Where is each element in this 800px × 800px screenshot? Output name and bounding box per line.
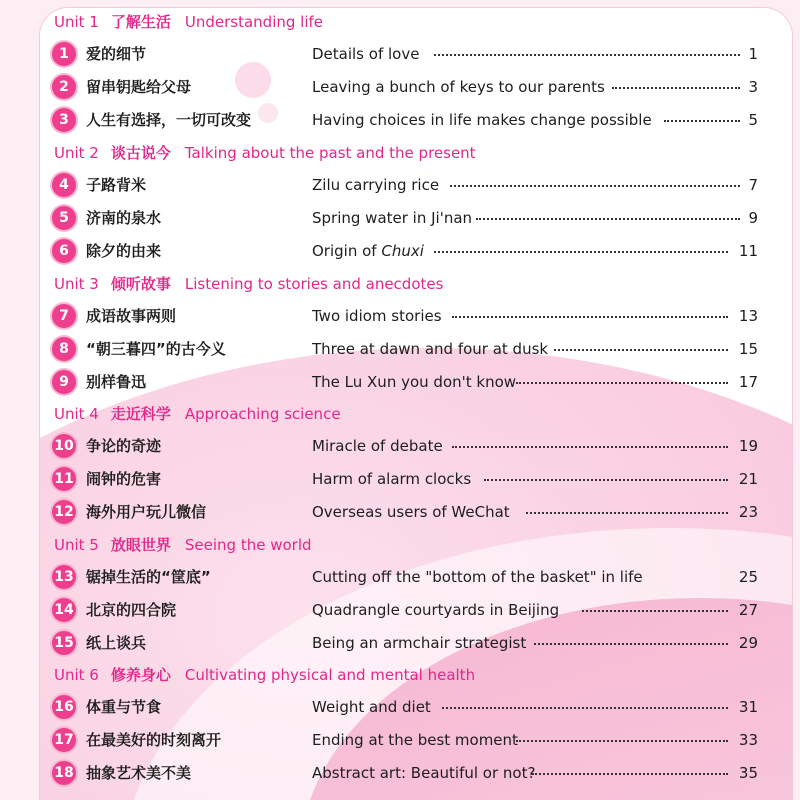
unit-title-cn: 放眼世界 <box>110 536 171 554</box>
unit-header <box>54 272 443 296</box>
unit-header <box>54 402 341 426</box>
unit-label: Unit 2 <box>54 144 99 162</box>
leader-dots <box>434 251 728 253</box>
lesson-title-cn: 锯掉生活的“筐底” <box>86 568 211 586</box>
lesson-row[interactable] <box>52 562 758 592</box>
lesson-title-cn: “朝三暮四”的古今义 <box>86 340 226 358</box>
unit-title-cn: 修养身心 <box>110 666 171 684</box>
lesson-row[interactable] <box>52 464 758 494</box>
lesson-page-number: 23 <box>738 503 758 521</box>
lesson-row[interactable] <box>52 236 758 266</box>
leader-dots <box>664 120 740 122</box>
leader-dots <box>442 707 728 709</box>
lesson-number-badge: 1 <box>52 42 76 66</box>
lesson-title-cn: 除夕的由来 <box>86 242 162 260</box>
unit-label: Unit 1 <box>54 13 99 31</box>
lesson-title-en: Origin of Chuxi <box>312 242 424 260</box>
lesson-title-en: Overseas users of WeChat <box>312 503 510 521</box>
lesson-row[interactable] <box>52 72 758 102</box>
lesson-number-badge: 15 <box>52 631 76 655</box>
lesson-title-cn: 闹钟的危害 <box>86 470 162 488</box>
lesson-title-cn: 海外用户玩儿微信 <box>86 503 207 521</box>
leader-dots <box>534 643 728 645</box>
unit-title-cn: 了解生活 <box>110 13 171 31</box>
lesson-row[interactable] <box>52 39 758 69</box>
lesson-title-en: Weight and diet <box>312 698 431 716</box>
lesson-title-en: Ending at the best moment <box>312 731 518 749</box>
lesson-page-number: 11 <box>738 242 758 260</box>
unit-label: Unit 3 <box>54 275 99 293</box>
unit-title-en: Seeing the world <box>184 536 312 554</box>
unit-header <box>54 533 312 557</box>
lesson-page-number: 27 <box>738 601 758 619</box>
unit-header <box>54 141 476 165</box>
lesson-row[interactable] <box>52 628 758 658</box>
lesson-row[interactable] <box>52 301 758 331</box>
leader-dots <box>516 382 728 384</box>
lesson-number-badge: 13 <box>52 565 76 589</box>
unit-label: Unit 6 <box>54 666 99 684</box>
lesson-title-en: Having choices in life makes change possible <box>312 111 652 129</box>
leader-dots <box>526 512 728 514</box>
unit-header <box>54 663 475 687</box>
leader-dots <box>532 773 728 775</box>
lesson-page-number: 1 <box>748 45 758 63</box>
lesson-row[interactable] <box>52 431 758 461</box>
lesson-page-number: 21 <box>738 470 758 488</box>
lesson-title-en: Leaving a bunch of keys to our parents <box>312 78 605 96</box>
lesson-title-cn: 纸上谈兵 <box>86 634 147 652</box>
lesson-number-badge: 12 <box>52 500 76 524</box>
leader-dots <box>452 446 728 448</box>
lesson-title-en: Being an armchair strategist <box>312 634 527 652</box>
leader-dots <box>476 218 740 220</box>
unit-label: Unit 4 <box>54 405 99 423</box>
unit-title-en: Talking about the past and the present <box>184 144 476 162</box>
lesson-title-cn: 别样鲁迅 <box>86 373 147 391</box>
lesson-number-badge: 8 <box>52 337 76 361</box>
lesson-row[interactable] <box>52 170 758 200</box>
lesson-title-en: Cutting off the "bottom of the basket" in life <box>312 568 643 586</box>
lesson-title-en: Miracle of debate <box>312 437 443 455</box>
lesson-title-en: Zilu carrying rice <box>312 176 440 194</box>
unit-title-cn: 走近科学 <box>110 405 171 423</box>
unit-header <box>54 10 323 34</box>
lesson-row[interactable] <box>52 334 758 364</box>
leader-dots <box>434 54 740 56</box>
lesson-page-number: 25 <box>738 568 758 586</box>
lesson-title-cn: 成语故事两则 <box>86 307 177 325</box>
lesson-row[interactable] <box>52 758 758 788</box>
lesson-number-badge: 5 <box>52 206 76 230</box>
lesson-row[interactable] <box>52 595 758 625</box>
unit-title-en: Understanding life <box>184 13 324 31</box>
unit-title-en: Listening to stories and anecdotes <box>184 275 444 293</box>
lesson-row[interactable] <box>52 203 758 233</box>
lesson-title-en: Two idiom stories <box>312 307 442 325</box>
lesson-title-cn: 抽象艺术美不美 <box>86 764 192 782</box>
unit-title-cn: 倾听故事 <box>110 275 171 293</box>
lesson-page-number: 3 <box>748 78 758 96</box>
lesson-title-cn: 子路背米 <box>86 176 147 194</box>
lesson-number-badge: 10 <box>52 434 76 458</box>
lesson-page-number: 13 <box>738 307 758 325</box>
lesson-row[interactable] <box>52 725 758 755</box>
lesson-title-en: Three at dawn and four at dusk <box>312 340 549 358</box>
lesson-title-en: Quadrangle courtyards in Beijing <box>312 601 560 619</box>
lesson-page-number: 19 <box>738 437 758 455</box>
lesson-number-badge: 6 <box>52 239 76 263</box>
lesson-number-badge: 3 <box>52 108 76 132</box>
leader-dots <box>450 185 740 187</box>
lesson-number-badge: 7 <box>52 304 76 328</box>
lesson-page-number: 31 <box>738 698 758 716</box>
lesson-title-en: Harm of alarm clocks <box>312 470 472 488</box>
leader-dots <box>612 87 740 89</box>
leader-dots <box>484 479 728 481</box>
lesson-number-badge: 18 <box>52 761 76 785</box>
unit-title-cn: 谈古说今 <box>110 144 171 162</box>
lesson-row[interactable] <box>52 105 758 135</box>
lesson-title-cn: 人生有选择，一切可改变 <box>86 111 252 129</box>
lesson-title-cn: 爱的细节 <box>86 45 147 63</box>
lesson-number-badge: 9 <box>52 370 76 394</box>
lesson-number-badge: 4 <box>52 173 76 197</box>
lesson-title-cn: 体重与节食 <box>86 698 162 716</box>
lesson-row[interactable] <box>52 497 758 527</box>
unit-title-en: Approaching science <box>184 405 341 423</box>
lesson-page-number: 15 <box>738 340 758 358</box>
lesson-page-number: 7 <box>748 176 758 194</box>
lesson-title-cn: 争论的奇迹 <box>86 437 162 455</box>
lesson-title-en: Abstract art: Beautiful or not? <box>312 764 536 782</box>
lesson-number-badge: 16 <box>52 695 76 719</box>
lesson-page-number: 35 <box>738 764 758 782</box>
unit-title-en: Cultivating physical and mental health <box>184 666 476 684</box>
lesson-page-number: 29 <box>738 634 758 652</box>
leader-dots <box>582 610 728 612</box>
lesson-number-badge: 2 <box>52 75 76 99</box>
lesson-title-cn: 济南的泉水 <box>86 209 162 227</box>
lesson-title-cn: 留串钥匙给父母 <box>86 78 192 96</box>
lesson-row[interactable] <box>52 692 758 722</box>
lesson-page-number: 33 <box>738 731 758 749</box>
lesson-title-en: The Lu Xun you don't know <box>312 373 517 391</box>
lesson-number-badge: 14 <box>52 598 76 622</box>
lesson-page-number: 9 <box>748 209 758 227</box>
leader-dots <box>452 316 728 318</box>
lesson-number-badge: 11 <box>52 467 76 491</box>
lesson-row[interactable] <box>52 367 758 397</box>
unit-label: Unit 5 <box>54 536 99 554</box>
lesson-title-en: Details of love <box>312 45 420 63</box>
lesson-title-cn: 北京的四合院 <box>86 601 177 619</box>
lesson-page-number: 5 <box>748 111 758 129</box>
leader-dots <box>516 740 728 742</box>
lesson-title-cn: 在最美好的时刻离开 <box>86 731 222 749</box>
lesson-number-badge: 17 <box>52 728 76 752</box>
lesson-title-en: Spring water in Ji'nan <box>312 209 473 227</box>
leader-dots <box>554 349 728 351</box>
lesson-page-number: 17 <box>738 373 758 391</box>
